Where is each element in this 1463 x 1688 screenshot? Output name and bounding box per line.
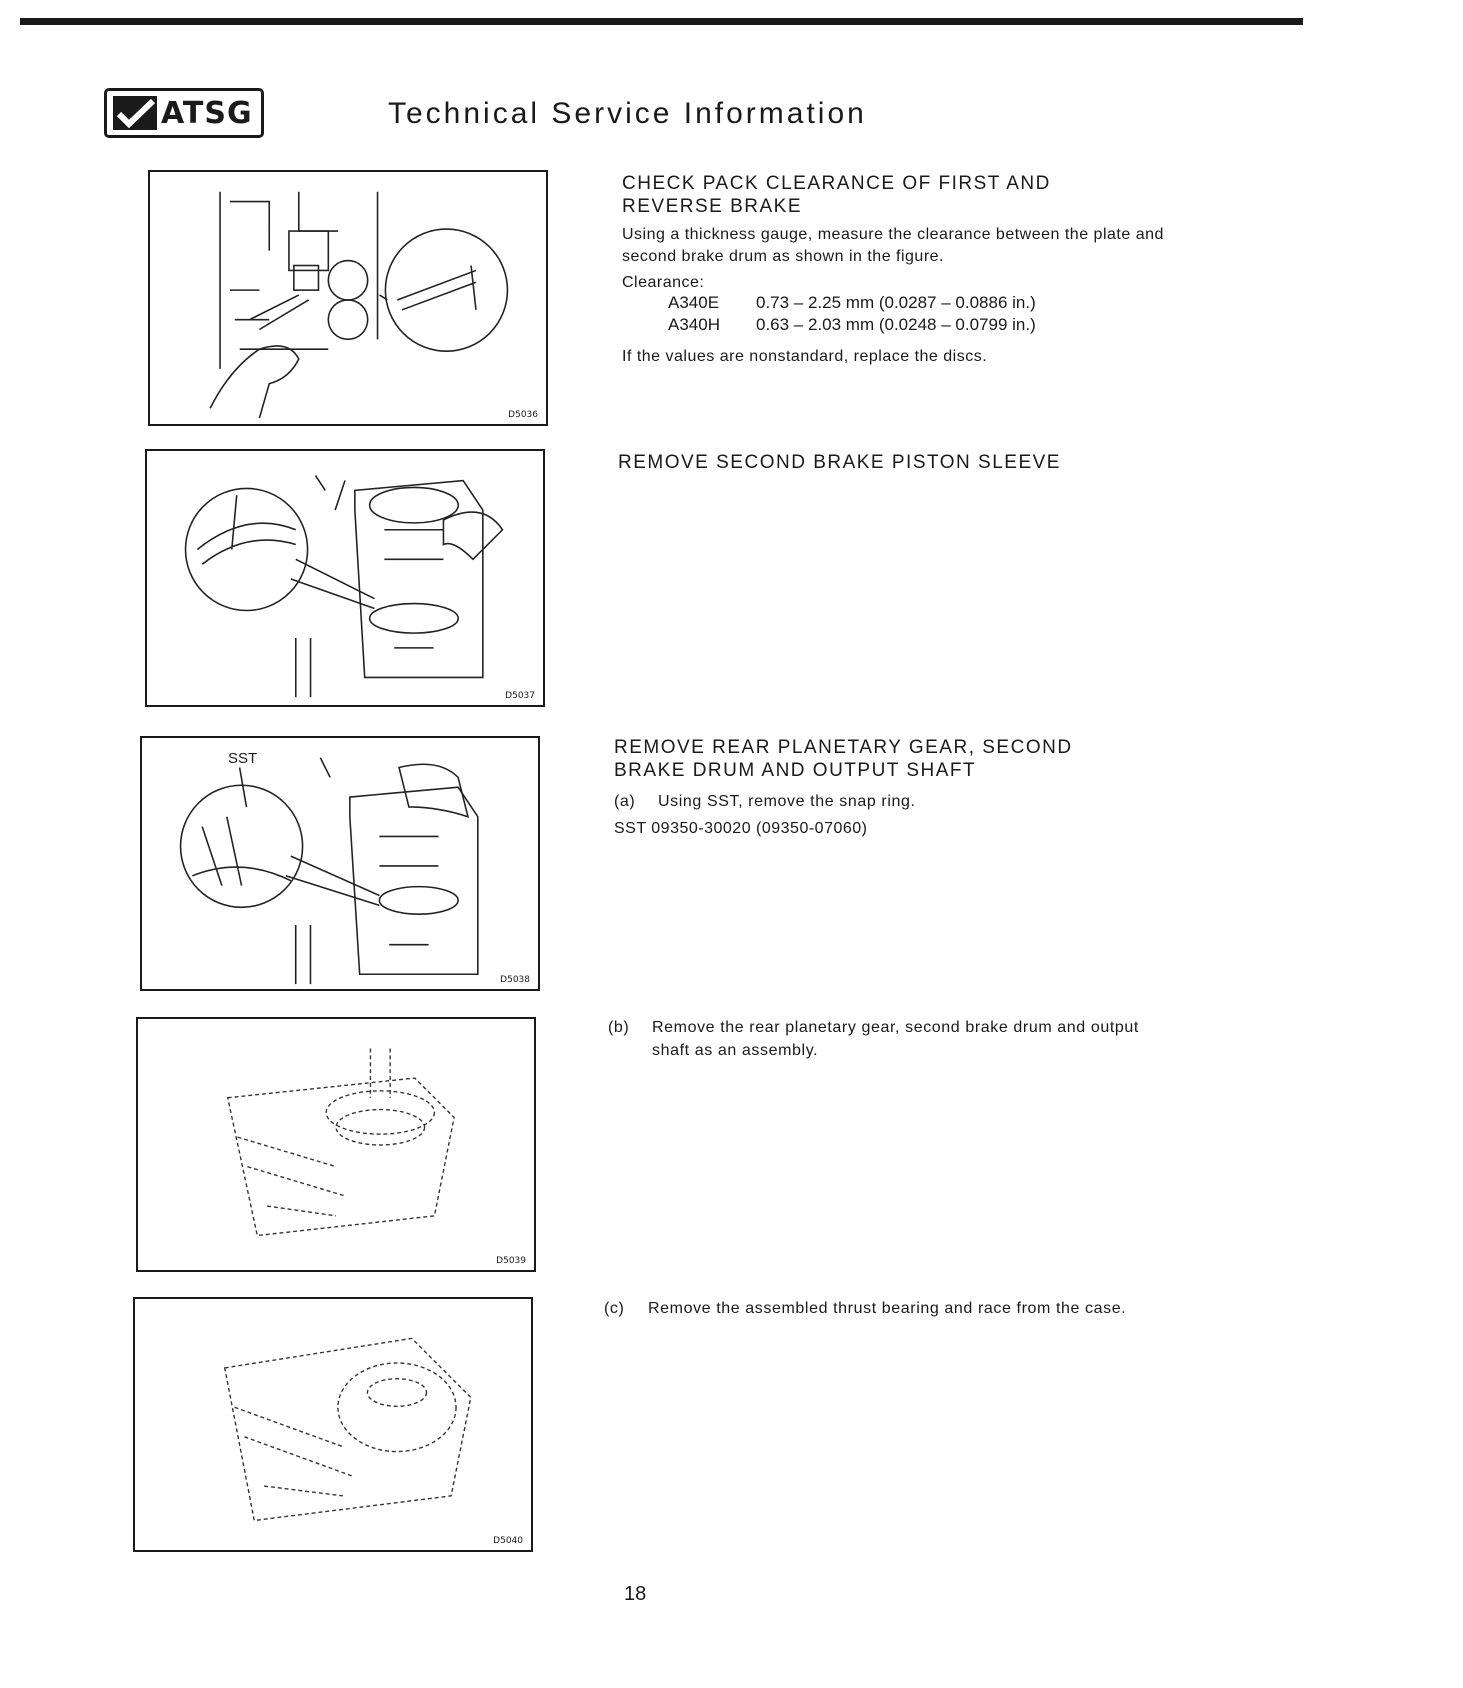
figure-rear-planetary-removal xyxy=(136,1017,536,1272)
step-b: (b) Remove the rear planetary gear, second brake drum and output shaft as an assembly. xyxy=(608,1019,1139,1059)
rear-planetary-illustration xyxy=(138,1019,534,1270)
top-rule xyxy=(20,18,1303,25)
page-title: Technical Service Information xyxy=(388,97,867,130)
section-heading: REMOVE SECOND BRAKE PISTON SLEEVE xyxy=(618,452,1061,473)
figure-code: D5039 xyxy=(496,1256,526,1266)
figure-code: D5037 xyxy=(505,691,535,701)
page-number: 18 xyxy=(624,1583,647,1605)
figure-piston-sleeve xyxy=(145,449,545,707)
figure-thrust-bearing xyxy=(133,1297,533,1552)
thrust-bearing-illustration xyxy=(135,1299,531,1550)
section-note: If the values are nonstandard, replace the discs. xyxy=(622,348,988,365)
checkmark-icon xyxy=(113,96,157,130)
spec-row: A340E 0.73 – 2.25 mm (0.0287 – 0.0886 in.) xyxy=(668,293,1036,312)
piston-sleeve-illustration xyxy=(147,451,543,705)
sst-number: SST 09350-30020 (09350-07060) xyxy=(614,820,868,837)
atsg-logo xyxy=(104,88,264,138)
step-a: (a) Using SST, remove the snap ring. xyxy=(614,793,916,810)
snap-ring-illustration xyxy=(142,738,538,989)
section-heading: REMOVE REAR PLANETARY GEAR, SECOND BRAKE DRUM AND OUTPUT SHAFT xyxy=(614,737,1073,781)
figure-code: D5038 xyxy=(500,975,530,985)
section-heading: CHECK PACK CLEARANCE OF FIRST AND REVERSE BRAKE xyxy=(622,173,1051,217)
figure-snap-ring xyxy=(140,736,540,991)
sst-callout-label: SST xyxy=(228,750,258,767)
figure-code: D5040 xyxy=(493,1536,523,1546)
figure-code: D5036 xyxy=(508,410,538,420)
step-c: (c) Remove the assembled thrust bearing and race from the case. xyxy=(604,1300,1127,1317)
pack-clearance-illustration xyxy=(150,172,546,424)
clearance-label: Clearance: xyxy=(622,274,705,291)
section-step-c xyxy=(604,1297,1164,1320)
section-check-pack-clearance xyxy=(622,172,1192,368)
section-remove-rear-planetary xyxy=(614,736,1174,840)
section-step-b xyxy=(608,1016,1168,1062)
logo-text: ATSG xyxy=(161,95,253,131)
section-remove-piston-sleeve xyxy=(618,451,1188,474)
spec-row: A340H 0.63 – 2.03 mm (0.0248 – 0.0799 in.) xyxy=(668,315,1036,334)
figure-pack-clearance xyxy=(148,170,548,426)
section-body: Using a thickness gauge, measure the clearance between the plate and second brake drum as shown in the figure. xyxy=(622,226,1164,265)
